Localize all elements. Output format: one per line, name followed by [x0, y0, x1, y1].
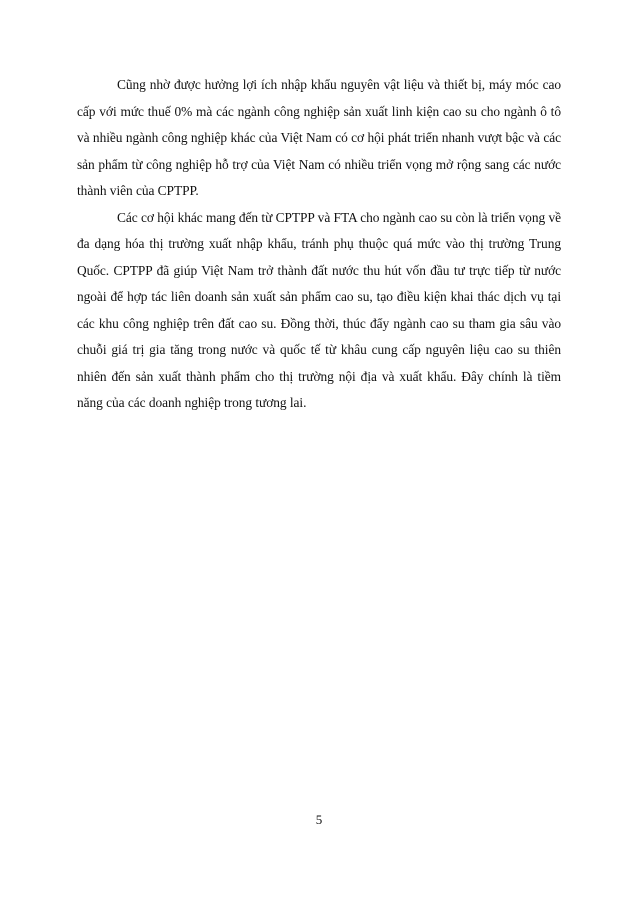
- paragraph-2: Các cơ hội khác mang đến từ CPTPP và FTA cho ngành cao su còn là triển vọng về đa dạng hóa thị trường xuất nhập khẩu, tránh phụ thuộc quá mức vào thị trường Trung Quốc. CPTPP đã giúp Việt Nam trở thành đất nước thu hút vốn đầu tư trực tiếp từ nước ngoài để hợp tác liên doanh sản xuất sản phẩm cao su, tạo điều kiện khai thác dịch vụ tại các khu công nghiệp trên đất cao su. Đồng thời, thúc đẩy ngành cao su tham gia sâu vào chuỗi giá trị gia tăng trong nước và quốc tế từ khâu cung cấp nguyên liệu cao su thiên nhiên đến sản xuất thành phẩm cho thị trường nội địa và xuất khẩu. Đây chính là tiềm năng của các doanh nghiệp trong tương lai.: [77, 209, 561, 410]
- page-number: 5: [315, 812, 323, 827]
- paragraph-1: Cũng nhờ được hưởng lợi ích nhập khẩu nguyên vật liệu và thiết bị, máy móc cao cấp với mức thuế 0% mà các ngành công nghiệp sản xuất linh kiện cao su cho ngành ô tô và nhiều ngành công nghiệp khác của Việt Nam có cơ hội phát triển nhanh vượt bậc và các sản phẩm từ công nghiệp hỗ trợ của Việt Nam có nhiều triển vọng mở rộng sang các nước thành viên của CPTPP.: [77, 77, 561, 198]
- body-text: [77, 72, 561, 417]
